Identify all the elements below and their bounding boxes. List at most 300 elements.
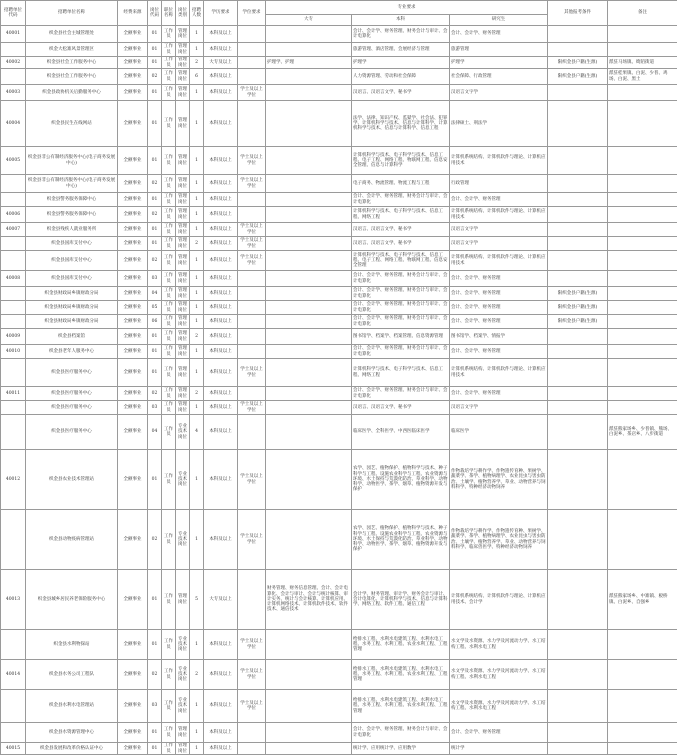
cell-code [1, 401, 26, 415]
header-remark: 备注 [608, 1, 677, 26]
cell-other: 限织金县户籍(生源) [548, 69, 608, 85]
cell-code: 40008 [1, 271, 26, 287]
cell-funding: 全额事业 [118, 723, 148, 743]
cell-funding: 全额事业 [118, 26, 148, 43]
cell-bachelor: 会计、会计学、财务管理、财务会计与审计、会计电算化 [352, 301, 450, 315]
cell-degree: 学士及以上学位 [238, 175, 266, 193]
cell-post-name: 工作员 [162, 690, 176, 723]
table-row [1, 660, 677, 690]
cell-post-name: 工作员 [162, 570, 176, 630]
cell-college [266, 301, 352, 315]
cell-degree [238, 57, 266, 69]
cell-bachelor: 电子商务、物流管理、物流工程与工程 [352, 175, 450, 193]
cell-count: 1 [190, 743, 204, 755]
cell-remark [608, 237, 677, 251]
cell-other [548, 329, 608, 345]
cell-unit: 织金县发展和改革价格认证中心 [26, 743, 118, 755]
cell-unit: 织金县水利物探站 [26, 630, 118, 660]
cell-unit: 织金县国库支付中心 [26, 271, 118, 287]
cell-post-name: 工作员 [162, 329, 176, 345]
cell-funding: 全额事业 [118, 415, 148, 450]
cell-count: 1 [190, 147, 204, 175]
cell-post-code: 03 [148, 690, 162, 723]
cell-unit: 织金县民生在线网站 [26, 101, 118, 147]
table-row [1, 57, 677, 69]
table-row [1, 101, 677, 147]
cell-graduate: 计算机系统结构、计算机软件与理论、计算机应用技术 [450, 359, 548, 387]
cell-post-type: 专业技术岗位 [176, 450, 190, 510]
table-row [1, 69, 677, 85]
cell-post-code: 01 [148, 630, 162, 660]
cell-other [548, 101, 608, 147]
table-row [1, 147, 677, 175]
cell-college [266, 175, 352, 193]
cell-bachelor: 法学、法律、知识产权、监狱学、社会法、犯罪学、计算机科学与技术、信息与计算科学、计算机科学与技术、信息与计算科学、信息工程 [352, 101, 450, 147]
cell-graduate: 汉语言文字学 [450, 237, 548, 251]
cell-post-name: 工作员 [162, 271, 176, 287]
cell-bachelor: 农学、园艺、植物保护、植物科学与技术、种子科学与工程、设施农业科学与工程、农业资源与环境、水土保持与荒漠化防治、草业科学、动物科学、动物医学、茶学、烟草、植物资源开发与保护 [352, 450, 450, 510]
cell-graduate: 计算机系统结构、计算机软件与理论、计算机应用技术、会计学 [450, 570, 548, 630]
cell-post-type: 管理岗位 [176, 743, 190, 755]
table-row [1, 193, 677, 207]
cell-education: 本科及以上 [204, 26, 238, 43]
cell-unit: 织金县档案馆 [26, 329, 118, 345]
cell-funding: 全额事业 [118, 85, 148, 101]
cell-college [266, 315, 352, 329]
cell-college [266, 147, 352, 175]
cell-post-type: 管理岗位 [176, 69, 190, 85]
cell-post-name: 工作员 [162, 345, 176, 359]
cell-post-name: 工作员 [162, 147, 176, 175]
cell-code [1, 301, 26, 315]
cell-post-code: 02 [148, 251, 162, 271]
table-row [1, 43, 677, 57]
cell-unit: 织金县财政局乡镇财政分局 [26, 315, 118, 329]
cell-other [548, 147, 608, 175]
table-row [1, 401, 677, 415]
cell-code [1, 175, 26, 193]
cell-post-code: 01 [148, 329, 162, 345]
cell-unit: 织金县老年人服务中心 [26, 345, 118, 359]
cell-bachelor: 会计、会计学、财务管理、财务会计与审计、会计电算化 [352, 723, 450, 743]
cell-graduate: 旅游管理 [450, 43, 548, 57]
cell-unit: 织金县国库支付中心 [26, 251, 118, 271]
cell-post-type: 管理岗位 [176, 723, 190, 743]
cell-college: 财务管理、财务信息管理、会计、会计电算化、会计与审计、会计与统计核算、审计实务、统计与会计核算、计算机应用、计算机网络技术、计算机软件技术、软件技术、通信技术 [266, 570, 352, 630]
cell-graduate: 社会保障、行政管理 [450, 69, 548, 85]
cell-post-name: 工作员 [162, 57, 176, 69]
table-row [1, 271, 677, 287]
cell-unit: 织金县社会工作服务中心 [26, 57, 118, 69]
cell-remark [608, 43, 677, 57]
cell-college [266, 387, 352, 401]
cell-count: 4 [190, 415, 204, 450]
table-row [1, 329, 677, 345]
cell-post-name: 工作员 [162, 43, 176, 57]
cell-other: 限织金县户籍(生源) [548, 57, 608, 69]
cell-code [1, 237, 26, 251]
cell-remark [608, 26, 677, 43]
cell-post-name: 工作员 [162, 237, 176, 251]
cell-funding: 全额事业 [118, 743, 148, 755]
cell-code [1, 510, 26, 570]
cell-unit: 织金大松寨风景管理区 [26, 43, 118, 57]
cell-degree: 学士及以上学位 [238, 223, 266, 237]
cell-post-type: 管理岗位 [176, 287, 190, 301]
cell-other [548, 450, 608, 510]
table-row [1, 359, 677, 387]
cell-remark [608, 301, 677, 315]
cell-degree [238, 207, 266, 223]
cell-bachelor: 汉语言、汉语言文学、秘书学 [352, 401, 450, 415]
cell-post-type: 管理岗位 [176, 57, 190, 69]
cell-remark [608, 660, 677, 690]
cell-unit: 织金县动物疫病管理站 [26, 510, 118, 570]
cell-other [548, 570, 608, 630]
cell-college: 护理学、护理 [266, 57, 352, 69]
cell-funding: 全额事业 [118, 69, 148, 85]
cell-count: 1 [190, 193, 204, 207]
cell-college [266, 660, 352, 690]
header-education: 学历要求 [204, 1, 238, 26]
cell-post-name: 工作员 [162, 359, 176, 387]
cell-unit: 织金县水利水电管理站 [26, 690, 118, 723]
cell-college [266, 251, 352, 271]
cell-post-name: 工作员 [162, 207, 176, 223]
cell-bachelor: 会计、会计学、财务管理、财务会计与审计、会计电算化 [352, 271, 450, 287]
cell-graduate: 会计、会计学、财务管理 [450, 723, 548, 743]
cell-education: 本科及以上 [204, 415, 238, 450]
cell-post-type: 管理岗位 [176, 359, 190, 387]
cell-degree: 学士及以上学位 [238, 630, 266, 660]
cell-other [548, 223, 608, 237]
cell-bachelor: 图书馆学、档案学、档案管理、信息资源管理 [352, 329, 450, 345]
cell-post-type: 管理岗位 [176, 101, 190, 147]
cell-post-name: 工作员 [162, 287, 176, 301]
cell-education: 本科及以上 [204, 660, 238, 690]
cell-college [266, 329, 352, 345]
cell-graduate: 统计学 [450, 743, 548, 755]
cell-graduate: 会计、会计学、财务管理 [450, 387, 548, 401]
header-graduate: 研究生 [450, 15, 548, 26]
cell-unit: 织金县非公有制经济服务中心(电子商务发展中心) [26, 175, 118, 193]
cell-post-type: 管理岗位 [176, 570, 190, 630]
cell-unit: 织金县医疗服务中心 [26, 387, 118, 401]
cell-education: 本科及以上 [204, 401, 238, 415]
cell-education: 本科及以上 [204, 690, 238, 723]
cell-funding: 全额事业 [118, 329, 148, 345]
cell-funding: 全额事业 [118, 271, 148, 287]
cell-college [266, 26, 352, 43]
cell-degree: 学士及以上学位 [238, 147, 266, 175]
cell-post-name: 工作员 [162, 301, 176, 315]
cell-degree [238, 301, 266, 315]
cell-remark [608, 85, 677, 101]
cell-bachelor: 汉语言、汉语言文学、秘书学 [352, 223, 450, 237]
cell-bachelor: 给排水工程、水利水电建筑工程、水利水电工程、水务工程、水利工程、农业水利工程、工程管理 [352, 660, 450, 690]
cell-unit: 织金县国库支付中心 [26, 237, 118, 251]
cell-count: 1 [190, 101, 204, 147]
cell-degree [238, 415, 266, 450]
cell-bachelor: 给排水工程、水利水电建筑工程、水利水电工程、水务工程、水利工程、农业水利工程、工程管理 [352, 690, 450, 723]
cell-education: 本科及以上 [204, 630, 238, 660]
table-row [1, 510, 677, 570]
cell-other [548, 401, 608, 415]
cell-bachelor: 计算机科学与技术、电子科学与技术、信息工程、网络工程 [352, 359, 450, 387]
cell-post-type: 专业技术岗位 [176, 415, 190, 450]
header-degree: 学位要求 [238, 1, 266, 26]
cell-degree: 学士及以上学位 [238, 401, 266, 415]
header-bachelor: 本科 [352, 15, 450, 26]
cell-education: 本科及以上 [204, 175, 238, 193]
cell-college [266, 287, 352, 301]
cell-count: 2 [190, 329, 204, 345]
cell-education: 大专及以上 [204, 57, 238, 69]
cell-funding: 全额事业 [118, 660, 148, 690]
cell-other [548, 690, 608, 723]
cell-remark [608, 630, 677, 660]
cell-remark [608, 345, 677, 359]
cell-remark [608, 207, 677, 223]
cell-unit: 织金县医疗服务中心 [26, 359, 118, 387]
cell-college [266, 43, 352, 57]
cell-post-type: 专业技术岗位 [176, 690, 190, 723]
cell-count: 2 [190, 387, 204, 401]
cell-code: 40013 [1, 570, 26, 630]
cell-education: 本科及以上 [204, 85, 238, 101]
cell-bachelor: 计算机科学与技术、电子科学与技术、信息工程、网络工程 [352, 207, 450, 223]
cell-college [266, 101, 352, 147]
cell-degree [238, 743, 266, 755]
cell-count: 1 [190, 630, 204, 660]
table-body [1, 26, 677, 755]
cell-code [1, 359, 26, 387]
table-row [1, 743, 677, 755]
cell-code: 40007 [1, 223, 26, 237]
cell-graduate: 汉语言文字学 [450, 85, 548, 101]
cell-post-name: 工作员 [162, 630, 176, 660]
cell-post-name: 工作员 [162, 743, 176, 755]
cell-code: 40005 [1, 147, 26, 175]
cell-count: 1 [190, 301, 204, 315]
cell-code [1, 69, 26, 85]
cell-count: 1 [190, 175, 204, 193]
cell-graduate: 会计、会计学、财务管理 [450, 315, 548, 329]
cell-count: 2 [190, 237, 204, 251]
cell-code [1, 315, 26, 329]
cell-funding: 全额事业 [118, 570, 148, 630]
cell-degree: 学士及以上学位 [238, 237, 266, 251]
cell-unit: 织金县非公有制经济服务中心(电子商务发展中心) [26, 147, 118, 175]
cell-graduate: 会计、会计学、财务管理 [450, 26, 548, 43]
table-row [1, 415, 677, 450]
table-row [1, 251, 677, 271]
cell-bachelor: 临床医学、全科医学、中西医临床医学 [352, 415, 450, 450]
cell-degree: 学士及以上学位 [238, 359, 266, 387]
cell-post-type: 专业技术岗位 [176, 660, 190, 690]
cell-graduate: 法律硕士、刑法学 [450, 101, 548, 147]
cell-degree: 学士及以上学位 [238, 510, 266, 570]
cell-post-code: 02 [148, 175, 162, 193]
cell-funding: 全额事业 [118, 301, 148, 315]
cell-graduate: 会计、会计学、财务管理 [450, 287, 548, 301]
cell-bachelor: 旅游管理、酒店管理、会展经济与管理 [352, 43, 450, 57]
cell-post-type: 管理岗位 [176, 85, 190, 101]
cell-graduate: 行政管理 [450, 175, 548, 193]
cell-other [548, 743, 608, 755]
table-row [1, 450, 677, 510]
cell-college [266, 223, 352, 237]
cell-post-name: 工作员 [162, 387, 176, 401]
cell-bachelor: 农学、园艺、植物保护、植物科学与技术、种子科学与工程、设施农业科学与工程、农业资源与环境、水土保持与荒漠化防治、草业科学、动物科学、动物医学、茶学、烟草、植物资源开发与保护 [352, 510, 450, 570]
cell-education: 本科及以上 [204, 301, 238, 315]
cell-funding: 全额事业 [118, 630, 148, 660]
cell-degree [238, 329, 266, 345]
cell-code: 40015 [1, 743, 26, 755]
cell-code [1, 193, 26, 207]
cell-post-code: 03 [148, 401, 162, 415]
cell-post-code: 01 [148, 450, 162, 510]
cell-post-code: 01 [148, 193, 162, 207]
cell-remark: 派驻熊家场乡、中寨镇、板桥镇、白泥乡、自强乡 [608, 570, 677, 630]
cell-remark [608, 175, 677, 193]
cell-funding: 全额事业 [118, 510, 148, 570]
cell-education: 本科及以上 [204, 315, 238, 329]
cell-degree: 学士及以上学位 [238, 450, 266, 510]
header-count: 招聘人数 [190, 1, 204, 26]
cell-bachelor: 计算机科学与技术、电子科学与技术、信息工程、电子工程、网络工程、物联网工程、信息安全管理、信息与计算科学 [352, 147, 450, 175]
table-row [1, 237, 677, 251]
cell-other [548, 43, 608, 57]
cell-other [548, 510, 608, 570]
cell-count: 1 [190, 85, 204, 101]
cell-post-code: 05 [148, 301, 162, 315]
header-funding: 经费来源 [118, 1, 148, 26]
cell-post-name: 工作员 [162, 415, 176, 450]
cell-count: 1 [190, 287, 204, 301]
cell-count: 2 [190, 57, 204, 69]
cell-code: 40012 [1, 450, 26, 510]
cell-unit: 织金县农业技术管理站 [26, 450, 118, 510]
cell-post-name: 工作员 [162, 69, 176, 85]
cell-count: 1 [190, 359, 204, 387]
cell-graduate: 会计、会计学、财务管理 [450, 271, 548, 287]
table-row [1, 315, 677, 329]
cell-post-type: 管理岗位 [176, 329, 190, 345]
cell-unit: 织金县财政局乡镇财政分局 [26, 287, 118, 301]
cell-education: 本科及以上 [204, 207, 238, 223]
cell-post-code: 03 [148, 271, 162, 287]
cell-graduate: 作物栽培学与耕作学、作物遗传育种、果树学、蔬菜学、茶学、植物病理学、农业昆虫与害虫防治、土壤学、植物营养学、草业、动物营养与饲料科学、特种经济动物饲养 [450, 450, 548, 510]
cell-code: 40011 [1, 387, 26, 401]
cell-education: 本科及以上 [204, 69, 238, 85]
cell-other [548, 85, 608, 101]
table-header [1, 1, 677, 26]
cell-code [1, 690, 26, 723]
cell-post-type: 管理岗位 [176, 26, 190, 43]
cell-unit: 织金县城乡居民养老保险服务中心 [26, 570, 118, 630]
cell-unit: 织金县残疾人就业服务所 [26, 223, 118, 237]
cell-college [266, 510, 352, 570]
cell-degree [238, 43, 266, 57]
cell-education: 本科及以上 [204, 510, 238, 570]
cell-post-code: 01 [148, 26, 162, 43]
cell-post-name: 工作员 [162, 723, 176, 743]
cell-funding: 全额事业 [118, 237, 148, 251]
cell-post-name: 工作员 [162, 450, 176, 510]
cell-post-code: 01 [148, 57, 162, 69]
table-row [1, 207, 677, 223]
cell-remark [608, 359, 677, 387]
cell-code [1, 415, 26, 450]
cell-education: 本科及以上 [204, 450, 238, 510]
cell-graduate: 计算机系统结构、计算机软件与理论、计算机应用技术 [450, 207, 548, 223]
cell-degree [238, 570, 266, 630]
cell-bachelor: 计算机科学与技术、电子科学与技术、信息工程、电子工程、网络工程、物联网工程、信息安全管理 [352, 251, 450, 271]
cell-education: 大专及以上 [204, 570, 238, 630]
cell-count: 5 [190, 570, 204, 630]
cell-college [266, 630, 352, 660]
cell-education: 本科及以上 [204, 237, 238, 251]
cell-bachelor: 护理学 [352, 57, 450, 69]
cell-education: 本科及以上 [204, 345, 238, 359]
table-row [1, 85, 677, 101]
cell-code: 40009 [1, 329, 26, 345]
cell-degree [238, 345, 266, 359]
cell-college [266, 237, 352, 251]
cell-remark [608, 450, 677, 510]
cell-unit: 织金县水资源管理中心 [26, 723, 118, 743]
cell-post-code: 06 [148, 315, 162, 329]
cell-education: 本科及以上 [204, 223, 238, 237]
cell-funding: 全额事业 [118, 57, 148, 69]
cell-other: 限织金县户籍(生源) [548, 301, 608, 315]
cell-post-code: 01 [148, 101, 162, 147]
cell-bachelor: 会计、会计学、财务管理、财务会计与审计、会计电算化 [352, 345, 450, 359]
cell-other: 限织金县户籍(生源) [548, 287, 608, 301]
cell-funding: 全额事业 [118, 387, 148, 401]
cell-count: 1 [190, 510, 204, 570]
cell-graduate: 图书馆学、档案学、情报学 [450, 329, 548, 345]
cell-unit: 织金县医疗服务中心 [26, 401, 118, 415]
cell-other [548, 387, 608, 401]
cell-remark [608, 401, 677, 415]
cell-post-type: 管理岗位 [176, 315, 190, 329]
cell-post-type: 管理岗位 [176, 147, 190, 175]
cell-post-type: 管理岗位 [176, 43, 190, 57]
cell-code [1, 287, 26, 301]
cell-degree [238, 271, 266, 287]
cell-funding: 全额事业 [118, 450, 148, 510]
cell-post-type: 管理岗位 [176, 301, 190, 315]
cell-count: 1 [190, 223, 204, 237]
cell-post-type: 管理岗位 [176, 207, 190, 223]
header-code: 招聘单位代码 [1, 1, 26, 26]
cell-code: 40004 [1, 101, 26, 147]
cell-remark: 派驻马场镇、绮陌街道 [608, 57, 677, 69]
cell-funding: 全额事业 [118, 401, 148, 415]
header-unit: 招聘单位名称 [26, 1, 118, 26]
cell-remark [608, 101, 677, 147]
cell-degree: 学士及以上学位 [238, 690, 266, 723]
table-row [1, 690, 677, 723]
cell-code: 40006 [1, 207, 26, 223]
cell-post-type: 管理岗位 [176, 387, 190, 401]
cell-remark [608, 223, 677, 237]
cell-education: 本科及以上 [204, 743, 238, 755]
cell-education: 本科及以上 [204, 43, 238, 57]
cell-remark [608, 251, 677, 271]
